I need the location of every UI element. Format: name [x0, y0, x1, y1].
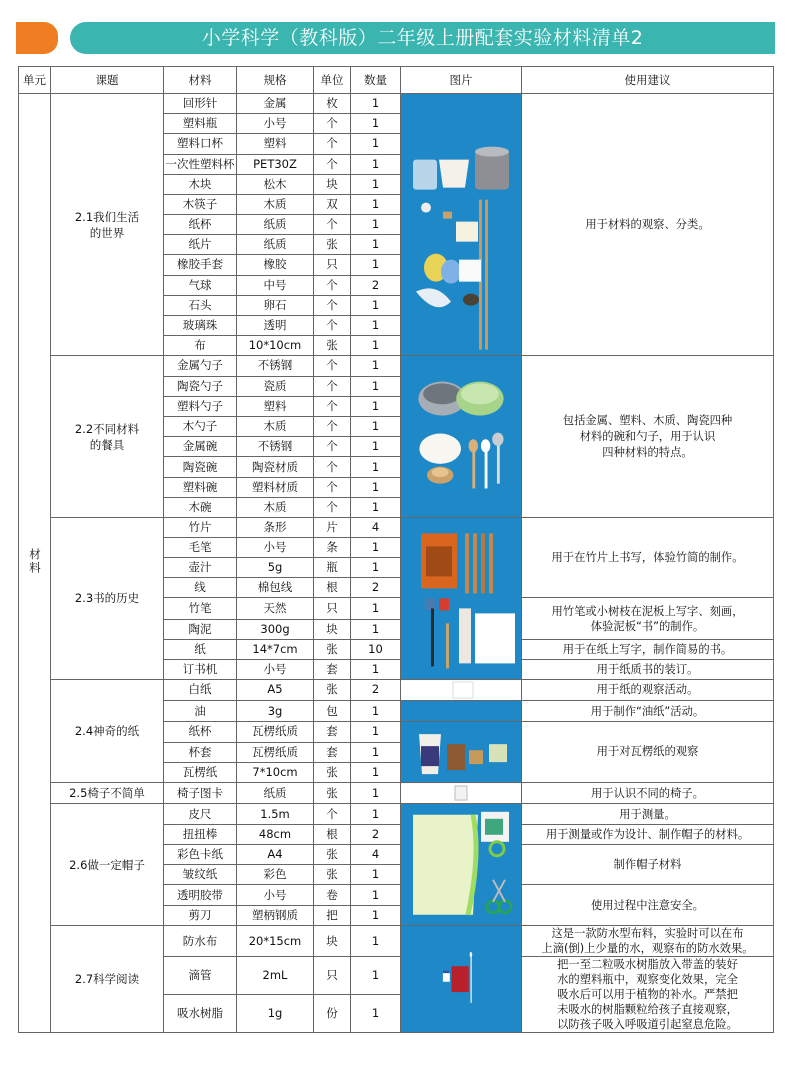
material-cell: 吸水树脂	[164, 995, 237, 1033]
spec-cell: 14*7cm	[237, 639, 314, 659]
measure-unit-cell: 个	[314, 275, 351, 295]
header-quantity: 数量	[351, 67, 401, 94]
material-cell: 毛笔	[164, 538, 237, 558]
material-cell: 剪刀	[164, 905, 237, 925]
spec-cell: 20*15cm	[237, 926, 314, 957]
watermark-text: shop0117380.cyxd.aliexpress.com	[398, 1036, 719, 1058]
measure-unit-cell: 张	[314, 679, 351, 700]
quantity-cell: 1	[351, 619, 401, 639]
quantity-cell: 1	[351, 598, 401, 619]
quantity-cell: 1	[351, 396, 401, 416]
measure-unit-cell: 个	[314, 437, 351, 457]
material-cell: 皱纹纸	[164, 865, 237, 885]
material-cell: 陶瓷勺子	[164, 376, 237, 396]
material-cell: 塑料勺子	[164, 396, 237, 416]
quantity-cell: 1	[351, 114, 401, 134]
measure-unit-cell: 张	[314, 844, 351, 865]
material-cell: 木块	[164, 174, 237, 194]
spec-cell: 不锈钢	[237, 356, 314, 376]
quantity-cell: 1	[351, 995, 401, 1033]
table-row	[19, 94, 774, 114]
spec-cell: 彩色	[237, 865, 314, 885]
usage-cell: 用于测量。	[522, 804, 774, 824]
material-cell: 滴管	[164, 957, 237, 995]
measure-unit-cell: 只	[314, 598, 351, 619]
material-cell: 陶泥	[164, 619, 237, 639]
quantity-cell: 1	[351, 659, 401, 679]
usage-cell: 用于测量或作为设计、制作帽子的材料。	[522, 824, 774, 844]
usage-cell: 用于材料的观察、分类。	[522, 94, 774, 356]
quantity-cell: 1	[351, 762, 401, 782]
quantity-cell: 1	[351, 194, 401, 214]
quantity-cell: 1	[351, 742, 401, 762]
measure-unit-cell: 根	[314, 824, 351, 844]
quantity-cell: 1	[351, 134, 401, 154]
measure-unit-cell: 张	[314, 783, 351, 804]
spec-cell: 300g	[237, 619, 314, 639]
measure-unit-cell: 个	[314, 154, 351, 174]
material-cell: 纸	[164, 639, 237, 659]
usage-cell: 用于纸的观察活动。	[522, 679, 774, 700]
quantity-cell: 1	[351, 538, 401, 558]
topic-cell: 2.1我们生活 的世界	[51, 94, 164, 356]
measure-unit-cell: 个	[314, 457, 351, 477]
quantity-cell: 1	[351, 315, 401, 335]
spec-cell: 卵石	[237, 295, 314, 315]
quantity-cell: 1	[351, 94, 401, 114]
table-body	[19, 94, 774, 1033]
quantity-cell: 1	[351, 174, 401, 194]
material-cell: 壶汁	[164, 558, 237, 578]
spec-cell: 纸质	[237, 783, 314, 804]
spec-cell: 棉包线	[237, 578, 314, 598]
spec-cell: 小号	[237, 114, 314, 134]
usage-cell: 用于制作“油纸”活动。	[522, 700, 774, 721]
quantity-cell: 1	[351, 477, 401, 497]
measure-unit-cell: 张	[314, 865, 351, 885]
header-image: 图片	[401, 67, 522, 94]
measure-unit-cell: 块	[314, 619, 351, 639]
photo-cell	[401, 700, 522, 721]
usage-cell: 制作帽子材料	[522, 844, 774, 885]
quantity-cell: 1	[351, 722, 401, 742]
topic-cell: 2.6做一定帽子	[51, 804, 164, 926]
usage-cell: 这是一款防水型布料，实验时可以在布 上滴(倒)上少量的水，观察布的防水效果。	[522, 926, 774, 957]
table-row	[19, 804, 774, 824]
material-cell: 椅子图卡	[164, 783, 237, 804]
spec-cell: 塑料材质	[237, 477, 314, 497]
spec-cell: 木质	[237, 194, 314, 214]
material-cell: 订书机	[164, 659, 237, 679]
spec-cell: 小号	[237, 885, 314, 906]
quantity-cell: 1	[351, 700, 401, 721]
measure-unit-cell: 套	[314, 722, 351, 742]
quantity-cell: 2	[351, 578, 401, 598]
table-row	[19, 679, 774, 700]
quantity-cell: 1	[351, 497, 401, 517]
quantity-cell: 1	[351, 215, 401, 235]
photo-cell	[401, 783, 522, 804]
unit-label: 材料	[28, 548, 42, 576]
material-cell: 木筷子	[164, 194, 237, 214]
material-cell: 油	[164, 700, 237, 721]
measure-unit-cell: 个	[314, 356, 351, 376]
measure-unit-cell: 张	[314, 639, 351, 659]
spec-cell: 塑料	[237, 396, 314, 416]
photo-cell	[401, 94, 522, 356]
spec-cell: 纸质	[237, 215, 314, 235]
material-cell: 金属勺子	[164, 356, 237, 376]
measure-unit-cell: 块	[314, 174, 351, 194]
materials-photo	[401, 356, 521, 517]
material-cell: 木勺子	[164, 416, 237, 436]
measure-unit-cell: 只	[314, 255, 351, 275]
table-row	[19, 356, 774, 376]
measure-unit-cell: 枚	[314, 94, 351, 114]
photo-cell	[401, 679, 522, 700]
measure-unit-cell: 个	[314, 416, 351, 436]
quantity-cell: 1	[351, 783, 401, 804]
spec-cell: 塑料	[237, 134, 314, 154]
measure-unit-cell: 个	[314, 804, 351, 824]
table-row	[19, 783, 774, 804]
quantity-cell: 1	[351, 957, 401, 995]
materials-photo	[401, 783, 521, 803]
material-cell: 白纸	[164, 679, 237, 700]
topic-cell: 2.4神奇的纸	[51, 679, 164, 782]
material-cell: 杯套	[164, 742, 237, 762]
material-cell: 塑料瓶	[164, 114, 237, 134]
quantity-cell: 2	[351, 824, 401, 844]
spec-cell: 3g	[237, 700, 314, 721]
material-cell: 皮尺	[164, 804, 237, 824]
material-cell: 塑料口杯	[164, 134, 237, 154]
spec-cell: 48cm	[237, 824, 314, 844]
quantity-cell: 1	[351, 376, 401, 396]
material-cell: 透明胶带	[164, 885, 237, 906]
quantity-cell: 1	[351, 558, 401, 578]
spec-cell: 金属	[237, 94, 314, 114]
material-cell: 布	[164, 336, 237, 356]
quantity-cell: 1	[351, 154, 401, 174]
materials-photo	[401, 949, 521, 1009]
material-cell: 竹片	[164, 518, 237, 538]
usage-cell: 用于在纸上写字，制作简易的书。	[522, 639, 774, 659]
material-cell: 玻璃珠	[164, 315, 237, 335]
materials-table	[18, 66, 774, 1033]
measure-unit-cell: 包	[314, 700, 351, 721]
header-material: 材料	[164, 67, 237, 94]
quantity-cell: 1	[351, 865, 401, 885]
material-cell: 气球	[164, 275, 237, 295]
usage-cell: 用竹笔或小树枝在泥板上写字、刻画， 体验泥板“书”的制作。	[522, 598, 774, 639]
measure-unit-cell: 个	[314, 215, 351, 235]
spec-cell: PET30Z	[237, 154, 314, 174]
measure-unit-cell: 个	[314, 396, 351, 416]
quantity-cell: 1	[351, 295, 401, 315]
measure-unit-cell: 套	[314, 659, 351, 679]
spec-cell: A5	[237, 679, 314, 700]
orange-tab-decoration	[16, 22, 58, 54]
material-cell: 金属碗	[164, 437, 237, 457]
measure-unit-cell: 双	[314, 194, 351, 214]
spec-cell: 瓦楞纸质	[237, 742, 314, 762]
spec-cell: 小号	[237, 538, 314, 558]
header-spec: 规格	[237, 67, 314, 94]
spec-cell: 中号	[237, 275, 314, 295]
material-cell: 塑料碗	[164, 477, 237, 497]
spec-cell: 瓷质	[237, 376, 314, 396]
material-cell: 竹笔	[164, 598, 237, 619]
material-cell: 陶瓷碗	[164, 457, 237, 477]
usage-cell: 用于在竹片上书写，体验竹简的制作。	[522, 518, 774, 598]
materials-photo	[401, 94, 521, 355]
quantity-cell: 1	[351, 336, 401, 356]
unit-cell	[19, 94, 51, 1033]
measure-unit-cell: 瓶	[314, 558, 351, 578]
materials-photo	[401, 518, 521, 679]
measure-unit-cell: 片	[314, 518, 351, 538]
spec-cell: 1g	[237, 995, 314, 1033]
quantity-cell: 1	[351, 356, 401, 376]
quantity-cell: 4	[351, 518, 401, 538]
quantity-cell: 2	[351, 679, 401, 700]
material-cell: 纸杯	[164, 722, 237, 742]
photo-cell	[401, 804, 522, 926]
material-cell: 瓦楞纸	[164, 762, 237, 782]
photo-cell	[401, 722, 522, 783]
measure-unit-cell: 套	[314, 742, 351, 762]
page-title: 小学科学（教科版）二年级上册配套实验材料清单2	[70, 22, 775, 54]
measure-unit-cell: 个	[314, 134, 351, 154]
usage-cell: 把一至二粒吸水树脂放入带盖的装好 水的塑料瓶中，观察变化效果，完全 吸水后可以用于植物的补水。严禁把 未吸水的树脂颗粒给孩子直接观察， 以防孩子吸入呼吸道引起窒息危险。	[522, 957, 774, 1033]
table-row	[19, 926, 774, 957]
quantity-cell: 1	[351, 457, 401, 477]
quantity-cell: 1	[351, 437, 401, 457]
topic-cell: 2.7科学阅读	[51, 926, 164, 1033]
spec-cell: 橡胶	[237, 255, 314, 275]
spec-cell: 小号	[237, 659, 314, 679]
photo-cell	[401, 356, 522, 518]
material-cell: 线	[164, 578, 237, 598]
spec-cell: 陶瓷材质	[237, 457, 314, 477]
quantity-cell: 1	[351, 255, 401, 275]
photo-cell	[401, 518, 522, 680]
material-cell: 彩色卡纸	[164, 844, 237, 865]
material-cell: 纸杯	[164, 215, 237, 235]
quantity-cell: 4	[351, 844, 401, 865]
topic-cell: 2.2不同材料 的餐具	[51, 356, 164, 518]
quantity-cell: 1	[351, 885, 401, 906]
materials-photo	[401, 722, 521, 782]
spec-cell: 瓦楞纸质	[237, 722, 314, 742]
spec-cell: 不锈钢	[237, 437, 314, 457]
quantity-cell: 1	[351, 926, 401, 957]
material-cell: 防水布	[164, 926, 237, 957]
measure-unit-cell: 卷	[314, 885, 351, 906]
measure-unit-cell: 个	[314, 295, 351, 315]
quantity-cell: 1	[351, 416, 401, 436]
quantity-cell: 10	[351, 639, 401, 659]
material-cell: 木碗	[164, 497, 237, 517]
measure-unit-cell: 个	[314, 497, 351, 517]
measure-unit-cell: 块	[314, 926, 351, 957]
spec-cell: 天然	[237, 598, 314, 619]
measure-unit-cell: 只	[314, 957, 351, 995]
spec-cell: 木质	[237, 497, 314, 517]
header-usage: 使用建议	[522, 67, 774, 94]
materials-photo	[401, 804, 521, 925]
measure-unit-cell: 张	[314, 235, 351, 255]
measure-unit-cell: 个	[314, 114, 351, 134]
material-cell: 扭扭棒	[164, 824, 237, 844]
usage-cell: 使用过程中注意安全。	[522, 885, 774, 926]
materials-photo	[401, 680, 521, 700]
spec-cell: 透明	[237, 315, 314, 335]
topic-cell: 2.5椅子不简单	[51, 783, 164, 804]
spec-cell: 松木	[237, 174, 314, 194]
measure-unit-cell: 份	[314, 995, 351, 1033]
header-topic: 课题	[51, 67, 164, 94]
spec-cell: 条形	[237, 518, 314, 538]
material-cell: 纸片	[164, 235, 237, 255]
material-cell: 一次性塑料杯	[164, 154, 237, 174]
material-cell: 石头	[164, 295, 237, 315]
spec-cell: 塑柄钢质	[237, 905, 314, 925]
photo-cell	[401, 926, 522, 1033]
usage-cell: 用于对瓦楞纸的观察	[522, 722, 774, 783]
topic-cell: 2.3书的历史	[51, 518, 164, 680]
banner	[0, 0, 790, 58]
quantity-cell: 1	[351, 235, 401, 255]
materials-photo	[401, 701, 521, 721]
spec-cell: 木质	[237, 416, 314, 436]
measure-unit-cell: 个	[314, 376, 351, 396]
spec-cell: 10*10cm	[237, 336, 314, 356]
measure-unit-cell: 把	[314, 905, 351, 925]
table-row	[19, 518, 774, 538]
usage-cell: 用于认识不同的椅子。	[522, 783, 774, 804]
spec-cell: 1.5m	[237, 804, 314, 824]
measure-unit-cell: 根	[314, 578, 351, 598]
header-measure-unit: 单位	[314, 67, 351, 94]
measure-unit-cell: 个	[314, 315, 351, 335]
usage-cell: 用于纸质书的装订。	[522, 659, 774, 679]
material-cell: 橡胶手套	[164, 255, 237, 275]
quantity-cell: 1	[351, 804, 401, 824]
spec-cell: 7*10cm	[237, 762, 314, 782]
table-header-row	[19, 67, 774, 94]
measure-unit-cell: 张	[314, 336, 351, 356]
spec-cell: 5g	[237, 558, 314, 578]
spec-cell: 纸质	[237, 235, 314, 255]
measure-unit-cell: 张	[314, 762, 351, 782]
measure-unit-cell: 条	[314, 538, 351, 558]
header-unit: 单元	[19, 67, 51, 94]
measure-unit-cell: 个	[314, 477, 351, 497]
usage-cell: 包括金属、塑料、木质、陶瓷四种 材料的碗和勺子，用于认识 四种材料的特点。	[522, 356, 774, 518]
quantity-cell: 1	[351, 905, 401, 925]
spec-cell: A4	[237, 844, 314, 865]
quantity-cell: 2	[351, 275, 401, 295]
material-cell: 回形针	[164, 94, 237, 114]
spec-cell: 2mL	[237, 957, 314, 995]
